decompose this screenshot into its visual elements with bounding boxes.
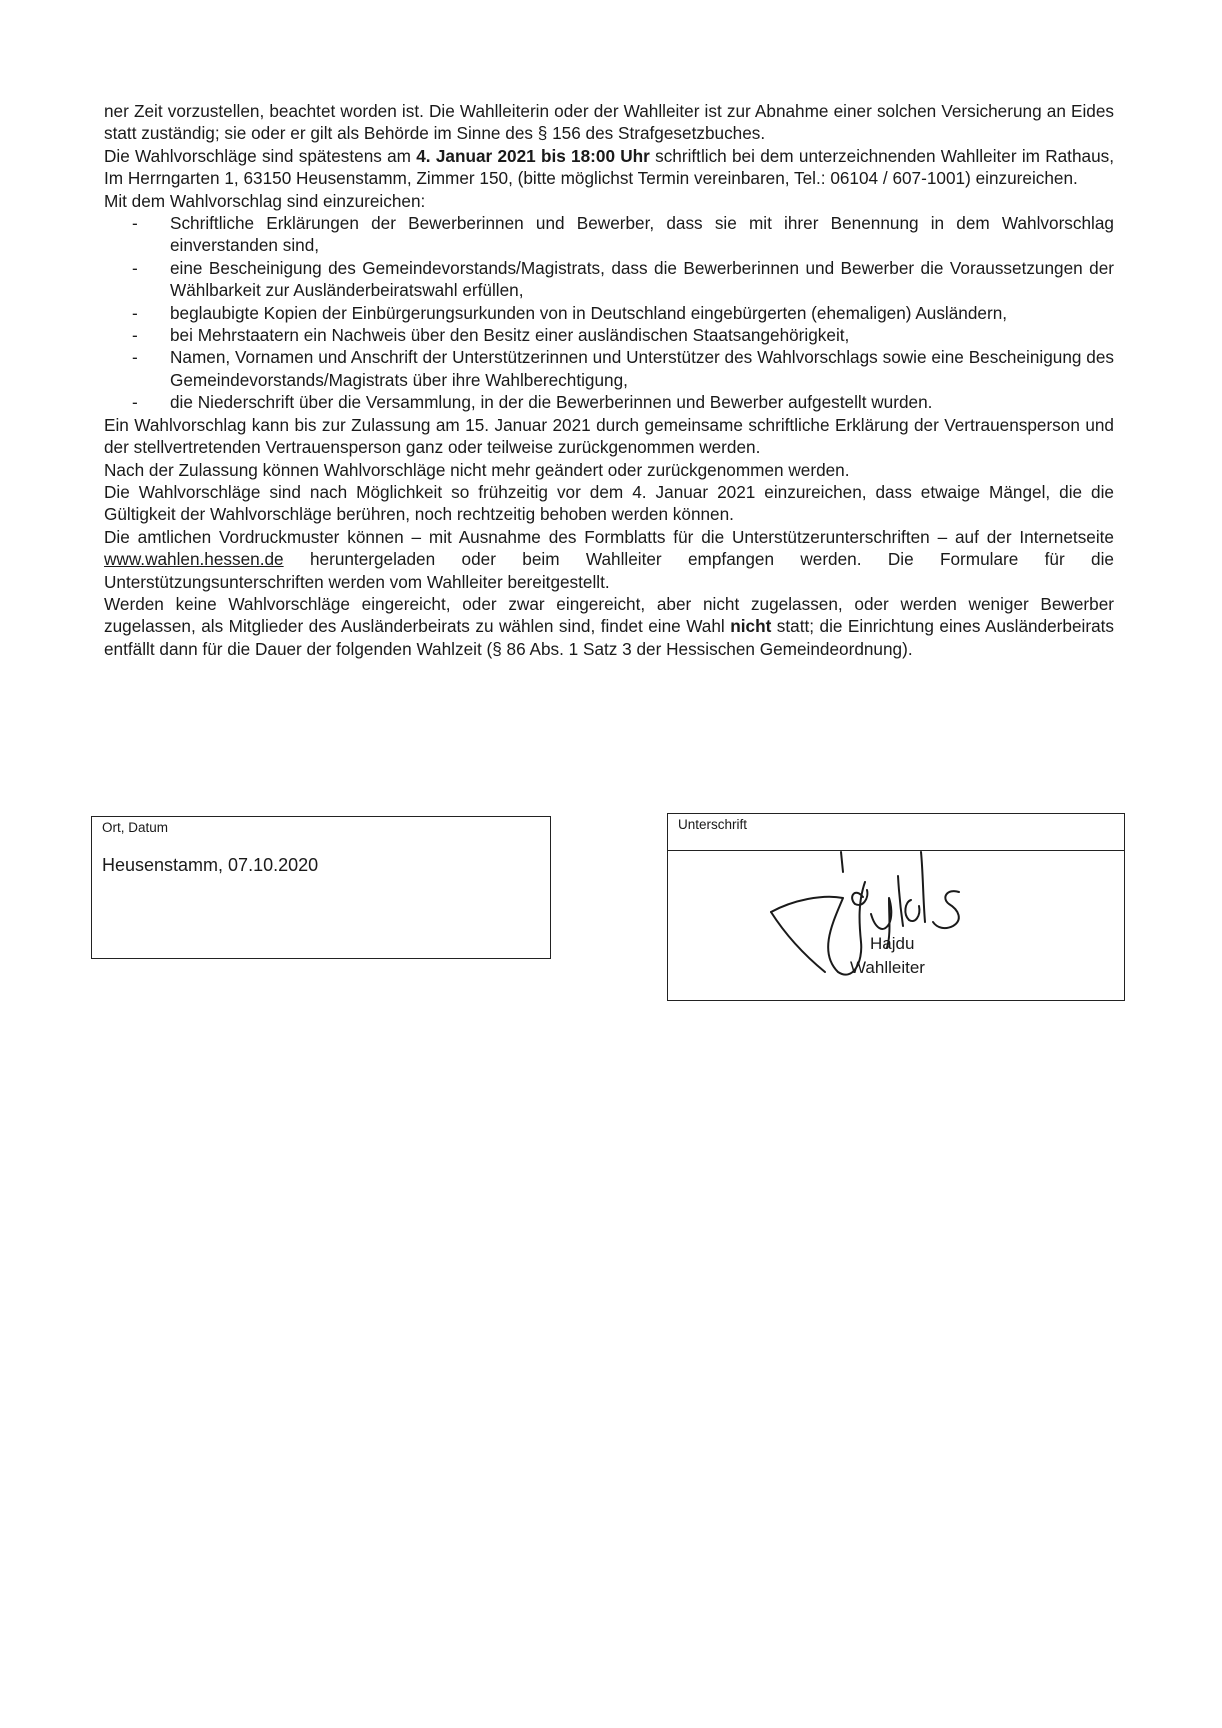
list-dash: - (132, 213, 138, 234)
required-documents-list (104, 212, 1114, 414)
list-item: - eine Bescheinigung des Gemeindevorstands/Magistrats, dass die Bewerberinnen und Bewerber die Voraussetzungen der Wählbarkeit zur Ausländerbeiratswahl erfüllen, (132, 257, 1114, 301)
paragraph-no-election: Werden keine Wahlvorschläge eingereicht, oder zwar eingereicht, aber nicht zugelassen, oder werden weniger Bewerber zugelassen, als Mitglieder des Ausländerbeirats zu wählen sind, findet eine Wahl nicht statt; die Einrichtung eines Ausländerbeirats entfällt dann für die Dauer der folgenden Wahlzeit (§ 86 Abs. 1 Satz 3 der Hessischen Gemeindeordnung). (104, 593, 1114, 659)
paragraph-early-submission: Die Wahlvorschläge sind nach Möglichkeit so frühzeitig vor dem 4. Januar 2021 einzureichen, dass etwaige Mängel, die die Gültigkeit der Wahlvorschläge berühren, noch rechtzeitig behoben werden können. (104, 481, 1114, 525)
list-dash: - (132, 347, 138, 368)
paragraph-forms: Die amtlichen Vordruckmuster können – mit Ausnahme des Formblatts für die Unterstützerunterschriften – auf der Internetseite www.wahlen.hessen.de heruntergeladen oder beim Wahlleiter empfangen werden. Die Formulare für die Unterstützungsunterschriften werden vom Wahlleiter bereitgestellt. (104, 526, 1114, 592)
list-dash: - (132, 392, 138, 413)
document-body (104, 100, 1114, 660)
list-item: - beglaubigte Kopien der Einbürgerungsurkunden von in Deutschland eingebürgerten (ehemaligen) Ausländern, (132, 302, 1008, 323)
list-item: - Schriftliche Erklärungen der Bewerberinnen und Bewerber, dass sie mit ihrer Benennung in dem Wahlvorschlag einverstanden sind, (132, 213, 1114, 256)
deadline-text-post: schriftlich bei dem unterzeichnenden Wahlleiter im Rathaus, Im Herrngarten 1, 63150 Heusenstamm, Zimmer 150, (bitte möglichst Termin vereinbaren, Tel.: 06104 / 607-1001) einzureichen. (104, 145, 1115, 189)
emphasis-nicht: nicht (730, 616, 772, 637)
paragraph-oath: ner Zeit vorzustellen, beachtet worden ist. Die Wahlleiterin oder der Wahlleiter ist zur Abnahme einer solchen Versicherung an Eides statt zuständig; sie oder er gilt als Behörde im Sinne des § 156 des Strafgesetzbuches. (104, 101, 1114, 144)
paragraph-after-admission: Nach der Zulassung können Wahlvorschläge nicht mehr geändert oder zurückgenommen werden. (104, 459, 850, 480)
list-dash: - (132, 257, 138, 278)
website-link[interactable]: www.wahlen.hessen.de (104, 549, 284, 570)
list-intro: Mit dem Wahlvorschlag sind einzureichen: (104, 190, 426, 211)
list-dash: - (132, 325, 138, 346)
list-item: - Namen, Vornamen und Anschrift der Unterstützerinnen und Unterstützer des Wahlvorschlags sowie eine Bescheinigung des Gemeindevorstands/Magistrats über ihre Wahlberechtigung, (132, 347, 1114, 390)
signature-box (667, 813, 1125, 1001)
place-date-label: Ort, Datum (102, 820, 169, 835)
list-item: - bei Mehrstaatern ein Nachweis über den Besitz einer ausländischen Staatsangehörigkeit, (132, 325, 850, 346)
signer-role: Wahlleiter (850, 958, 925, 977)
list-item: - die Niederschrift über die Versammlung, in der die Bewerberinnen und Bewerber aufgestellt wurden. (132, 392, 933, 413)
paragraph-deadline (104, 145, 1114, 190)
signature-label: Unterschrift (678, 817, 748, 832)
place-date-value: Heusenstamm, 07.10.2020 (102, 855, 319, 875)
deadline-text-pre: Die Wahlvorschläge sind spätestens am (104, 145, 417, 166)
list-dash: - (132, 302, 138, 323)
paragraph-withdraw: Ein Wahlvorschlag kann bis zur Zulassung am 15. Januar 2021 durch gemeinsame schriftliche Erklärung der Vertrauensperson und der stellvertretenden Vertrauensperson ganz oder teilweise zurückgenommen werden. (104, 414, 1114, 458)
deadline-date: 4. Januar 2021 bis 18:00 Uhr (416, 145, 650, 166)
signer-name: Hajdu (870, 934, 915, 953)
place-date-box (91, 816, 551, 959)
